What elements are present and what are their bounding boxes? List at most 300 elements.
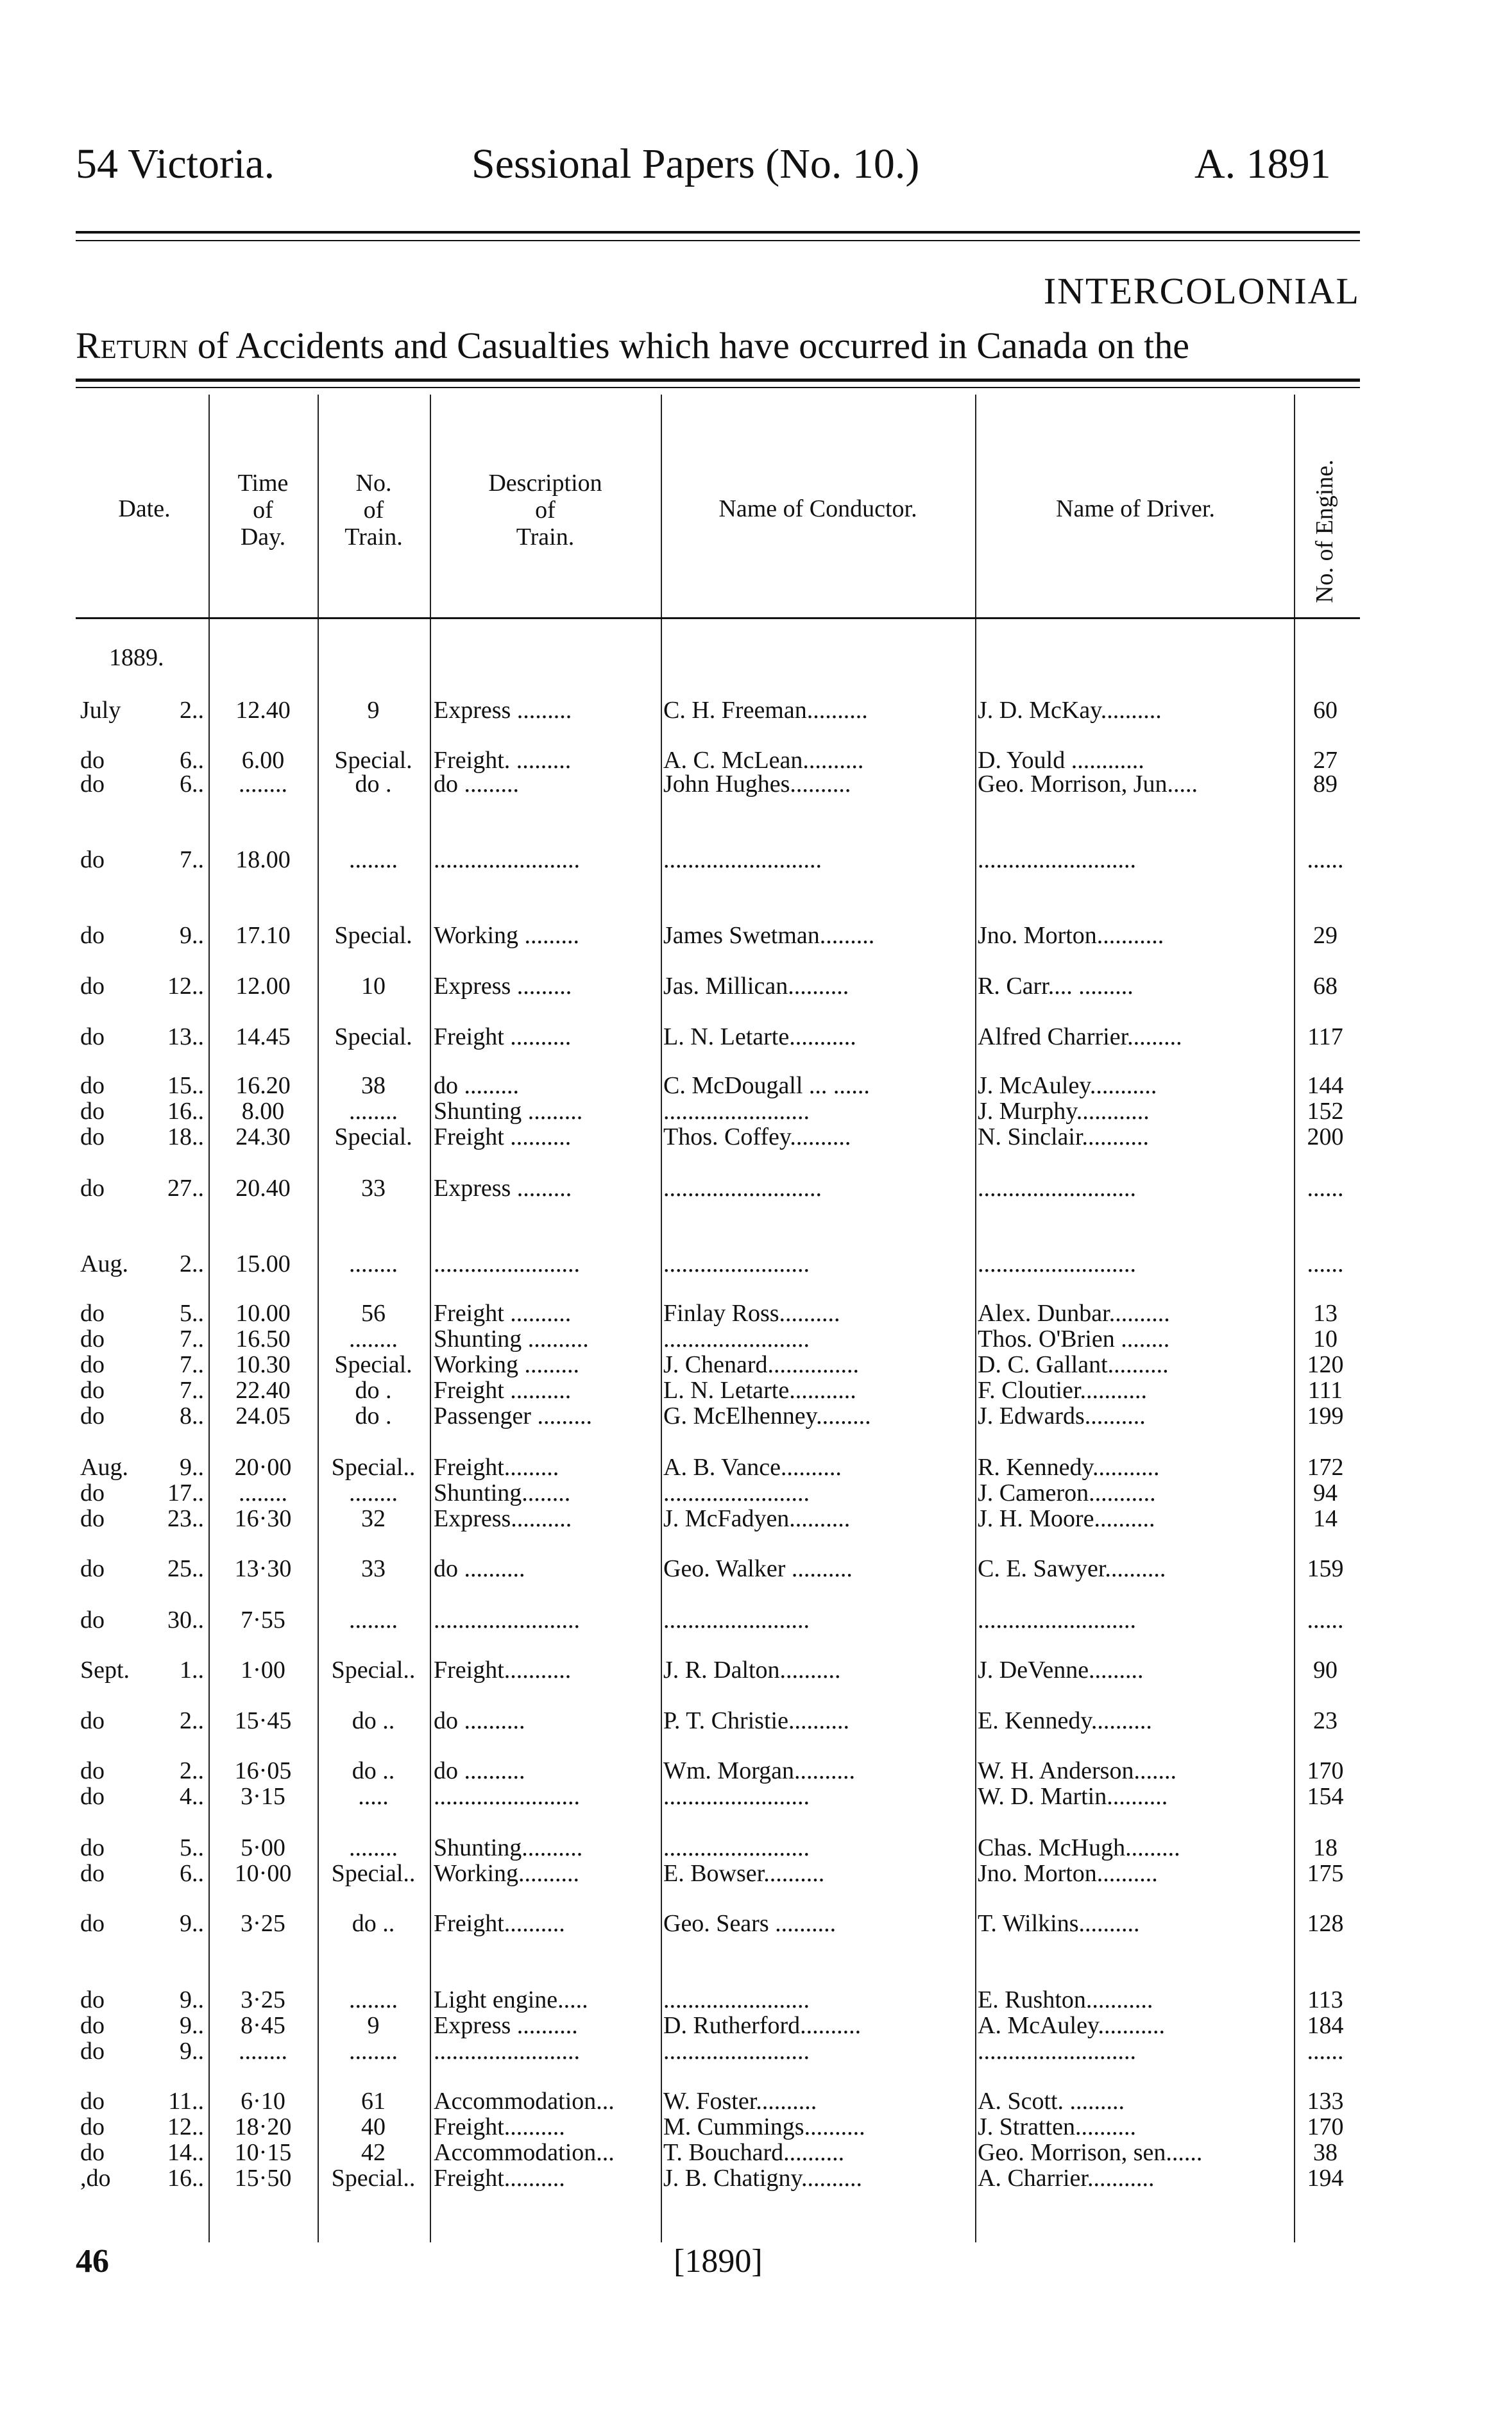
cell-conductor: ........................ <box>663 2038 810 2065</box>
cell-day: 7.. <box>180 1377 204 1404</box>
cell-driver: D. C. Gallant.......... <box>978 1351 1169 1378</box>
cell-train-no: Special. <box>334 1123 412 1150</box>
year-label: 1889. <box>109 644 164 671</box>
cell-month: do <box>80 1607 105 1633</box>
cell-description: Freight........... <box>434 1657 572 1684</box>
cell-driver: D. Yould ............ <box>978 747 1144 774</box>
cell-time: 3·25 <box>241 1986 285 2013</box>
cell-time: 16.50 <box>235 1326 291 1352</box>
cell-day: 6.. <box>180 1860 204 1887</box>
cell-time: 13·30 <box>234 1555 292 1582</box>
footer-center: [1890] <box>674 2243 763 2280</box>
cell-train-no: Special. <box>334 922 412 949</box>
cell-driver: Geo. Morrison, Jun..... <box>978 771 1198 798</box>
cell-month: do <box>80 2088 105 2115</box>
cell-engine: 154 <box>1307 1783 1344 1810</box>
cell-description: Working ......... <box>434 1351 580 1378</box>
cell-time: 20·00 <box>234 1454 292 1481</box>
cell-month: do <box>80 1098 105 1125</box>
cell-description: Express.......... <box>434 1505 572 1532</box>
cell-month: do <box>80 2113 105 2140</box>
cell-engine: 89 <box>1313 771 1338 798</box>
cell-description: Freight .......... <box>434 1377 572 1404</box>
cell-conductor: W. Foster.......... <box>663 2088 817 2115</box>
cell-driver: Chas. McHugh......... <box>978 1834 1180 1861</box>
cell-description: Freight .......... <box>434 1023 572 1050</box>
cell-train-no: do . <box>355 1377 392 1404</box>
cell-driver: .......................... <box>978 1607 1136 1633</box>
cell-time: 15.00 <box>235 1250 291 1277</box>
cell-description: ........................ <box>434 1783 580 1810</box>
cell-conductor: Geo. Walker .......... <box>663 1555 853 1582</box>
cell-month: do <box>80 2139 105 2166</box>
cell-train-no: ........ <box>349 1250 398 1277</box>
cell-driver: Geo. Morrison, sen...... <box>978 2139 1203 2166</box>
cell-description: do ......... <box>434 1072 519 1099</box>
cell-train-no: Special.. <box>331 1454 416 1481</box>
cell-month: do <box>80 1986 105 2013</box>
cell-train-no: ........ <box>349 1834 398 1861</box>
header-center: Sessional Papers (No. 10.) <box>471 141 920 187</box>
cell-engine: 152 <box>1307 1098 1344 1125</box>
cell-train-no: do .. <box>352 1757 395 1784</box>
cell-conductor: ........................ <box>663 1986 810 2013</box>
header-double-rule-bottom <box>76 240 1360 241</box>
cell-conductor: ........................ <box>663 1250 810 1277</box>
cell-train-no: ........ <box>349 1098 398 1125</box>
column-header-driver: Name of Driver. <box>1056 495 1215 522</box>
cell-time: 10·00 <box>234 1860 292 1887</box>
cell-day: 11.. <box>168 2088 204 2115</box>
cell-month: do <box>80 2038 105 2065</box>
return-title <box>76 324 1189 367</box>
cell-conductor: E. Bowser.......... <box>663 1860 825 1887</box>
cell-train-no: Special.. <box>331 1860 416 1887</box>
cell-engine: 170 <box>1307 1757 1344 1784</box>
cell-month: July <box>80 697 121 724</box>
cell-train-no: do .. <box>352 1910 395 1937</box>
return-title-first-word: Return <box>76 325 189 366</box>
cell-engine: 194 <box>1307 2165 1344 2192</box>
cell-conductor: ........................ <box>663 1326 810 1352</box>
cell-month: do <box>80 1910 105 1937</box>
cell-day: 6.. <box>180 771 204 798</box>
cell-month: do <box>80 922 105 949</box>
cell-conductor: J. Chenard............... <box>663 1351 860 1378</box>
column-header-engine: No. of Engine. <box>1311 459 1338 603</box>
cell-train-no: 32 <box>361 1505 386 1532</box>
cell-description: Express ......... <box>434 973 572 1000</box>
cell-month: do <box>80 1505 105 1532</box>
cell-day: 9.. <box>180 1454 204 1481</box>
cell-month: do <box>80 973 105 1000</box>
cell-engine: 120 <box>1307 1351 1344 1378</box>
cell-train-no: 33 <box>361 1555 386 1582</box>
cell-description: Passenger ......... <box>434 1403 592 1429</box>
cell-driver: J. Edwards.......... <box>978 1403 1146 1429</box>
cell-month: do <box>80 1351 105 1378</box>
cell-description: Freight.......... <box>434 2113 565 2140</box>
cell-driver: Alex. Dunbar.......... <box>978 1300 1170 1327</box>
railway-name: INTERCOLONIAL <box>1043 270 1360 312</box>
cell-train-no: 9 <box>367 697 380 724</box>
cell-engine: 23 <box>1313 1707 1338 1734</box>
cell-month: do <box>80 1834 105 1861</box>
cell-day: 4.. <box>180 1783 204 1810</box>
cell-conductor: Wm. Morgan.......... <box>663 1757 856 1784</box>
cell-driver: C. E. Sawyer.......... <box>978 1555 1166 1582</box>
cell-train-no: 9 <box>367 2012 380 2039</box>
cell-conductor: M. Cummings.......... <box>663 2113 865 2140</box>
cell-time: 12.00 <box>235 973 291 1000</box>
cell-description: Light engine..... <box>434 1986 588 2013</box>
cell-train-no: 33 <box>361 1175 386 1202</box>
cell-time: 10.00 <box>235 1300 291 1327</box>
cell-day: 23.. <box>167 1505 204 1532</box>
cell-month: ,do <box>80 2165 111 2192</box>
column-header-train-line: No. <box>355 470 392 497</box>
cell-engine: ...... <box>1307 846 1344 873</box>
cell-description: Express .......... <box>434 2012 578 2039</box>
cell-day: 17.. <box>167 1480 204 1506</box>
cell-time: 15·50 <box>234 2165 292 2192</box>
cell-driver: J. McAuley........... <box>978 1072 1157 1099</box>
cell-train-no: Special. <box>334 1023 412 1050</box>
cell-description: Working ......... <box>434 922 580 949</box>
cell-time: 8.00 <box>241 1098 285 1125</box>
cell-day: 15.. <box>167 1072 204 1099</box>
column-header-train-line: Train. <box>344 524 403 550</box>
cell-train-no: 56 <box>361 1300 386 1327</box>
cell-driver: E. Rushton........... <box>978 1986 1153 2013</box>
cell-engine: 117 <box>1307 1023 1343 1050</box>
cell-time: 15·45 <box>234 1707 292 1734</box>
cell-engine: 13 <box>1313 1300 1338 1327</box>
cell-engine: 18 <box>1313 1834 1338 1861</box>
cell-train-no: Special. <box>334 747 412 774</box>
cell-month: do <box>80 846 105 873</box>
cell-driver: J. H. Moore.......... <box>978 1505 1155 1532</box>
cell-description: Express ......... <box>434 1175 572 1202</box>
cell-description: do .......... <box>434 1555 525 1582</box>
cell-conductor: D. Rutherford.......... <box>663 2012 862 2039</box>
cell-engine: 29 <box>1313 922 1338 949</box>
cell-train-no: ........ <box>349 1480 398 1506</box>
cell-month: do <box>80 2012 105 2039</box>
cell-driver: W. H. Anderson....... <box>978 1757 1176 1784</box>
column-header-train-line: of <box>363 497 384 524</box>
cell-description: Freight.......... <box>434 2165 565 2192</box>
cell-train-no: Special.. <box>331 1657 416 1684</box>
cell-month: do <box>80 1023 105 1050</box>
cell-day: 16.. <box>167 1098 204 1125</box>
column-header-time-line: of <box>253 497 273 524</box>
cell-train-no: do . <box>355 771 392 798</box>
cell-engine: 175 <box>1307 1860 1344 1887</box>
cell-day: 14.. <box>167 2139 204 2166</box>
cell-time: 16.20 <box>235 1072 291 1099</box>
cell-engine: 144 <box>1307 1072 1344 1099</box>
cell-time: 20.40 <box>235 1175 291 1202</box>
cell-conductor: ........................ <box>663 1834 810 1861</box>
cell-day: 9.. <box>180 1910 204 1937</box>
cell-description: Express ......... <box>434 697 572 724</box>
cell-time: 14.45 <box>235 1023 291 1050</box>
column-rule <box>430 395 431 2242</box>
cell-driver: Alfred Charrier......... <box>978 1023 1182 1050</box>
column-rule <box>661 395 662 2242</box>
column-header-time-line: Day. <box>240 524 286 550</box>
cell-description: Accommodation... <box>434 2139 615 2166</box>
cell-time: 16·05 <box>234 1757 292 1784</box>
cell-description: ........................ <box>434 1250 580 1277</box>
cell-day: 1.. <box>180 1657 204 1684</box>
cell-month: do <box>80 771 105 798</box>
cell-day: 9.. <box>180 2012 204 2039</box>
table-top-rule-thick <box>76 379 1360 382</box>
cell-description: Accommodation... <box>434 2088 615 2115</box>
cell-engine: 27 <box>1313 747 1338 774</box>
cell-conductor: G. McElhenney......... <box>663 1403 871 1429</box>
cell-train-no: 38 <box>361 1072 386 1099</box>
cell-conductor: ........................ <box>663 1480 810 1506</box>
cell-driver: T. Wilkins.......... <box>978 1910 1140 1937</box>
cell-day: 13.. <box>167 1023 204 1050</box>
cell-driver: F. Cloutier........... <box>978 1377 1148 1404</box>
cell-conductor: A. C. McLean.......... <box>663 747 864 774</box>
cell-time: 3·15 <box>241 1783 285 1810</box>
cell-engine: 159 <box>1307 1555 1344 1582</box>
cell-time: 7·55 <box>241 1607 285 1633</box>
cell-time: 6.00 <box>241 747 285 774</box>
column-header-description <box>433 470 658 550</box>
cell-time: 22.40 <box>235 1377 291 1404</box>
cell-train-no: 61 <box>361 2088 386 2115</box>
column-header-conductor: Name of Conductor. <box>718 495 917 522</box>
cell-description: Shunting ......... <box>434 1098 583 1125</box>
cell-engine: 10 <box>1313 1326 1338 1352</box>
cell-month: do <box>80 1403 105 1429</box>
cell-day: 6.. <box>180 747 204 774</box>
cell-engine: 94 <box>1313 1480 1338 1506</box>
cell-day: 2.. <box>180 697 204 724</box>
cell-month: do <box>80 1757 105 1784</box>
cell-engine: ...... <box>1307 1175 1344 1202</box>
cell-month: do <box>80 1783 105 1810</box>
cell-time: 24.30 <box>235 1123 291 1150</box>
cell-description: ........................ <box>434 1607 580 1633</box>
cell-day: 2.. <box>180 1757 204 1784</box>
cell-day: 7.. <box>180 1326 204 1352</box>
cell-time: 24.05 <box>235 1403 291 1429</box>
cell-engine: 200 <box>1307 1123 1344 1150</box>
cell-engine: 128 <box>1307 1910 1344 1937</box>
header-right: A. 1891 <box>1194 141 1331 187</box>
cell-conductor: P. T. Christie.......... <box>663 1707 849 1734</box>
cell-conductor: Thos. Coffey.......... <box>663 1123 851 1150</box>
cell-driver: A. Charrier........... <box>978 2165 1155 2192</box>
column-header-time-line: Time <box>237 470 289 497</box>
cell-description: Freight.......... <box>434 1910 565 1937</box>
column-rule <box>318 395 319 2242</box>
cell-driver: Jno. Morton.......... <box>978 1860 1158 1887</box>
cell-description: Shunting .......... <box>434 1326 589 1352</box>
cell-time: ........ <box>239 771 287 798</box>
cell-engine: ...... <box>1307 1607 1344 1633</box>
cell-conductor: A. B. Vance.......... <box>663 1454 842 1481</box>
cell-conductor: J. McFadyen.......... <box>663 1505 851 1532</box>
cell-description: Freight .......... <box>434 1300 572 1327</box>
cell-conductor: Geo. Sears .......... <box>663 1910 837 1937</box>
cell-driver: R. Carr.... ......... <box>978 973 1134 1000</box>
cell-time: 10.30 <box>235 1351 291 1378</box>
cell-train-no: ........ <box>349 1986 398 2013</box>
cell-day: 8.. <box>180 1403 204 1429</box>
cell-time: 18·20 <box>234 2113 292 2140</box>
cell-engine: 68 <box>1313 973 1338 1000</box>
cell-description: Freight .......... <box>434 1123 572 1150</box>
cell-engine: 14 <box>1313 1505 1338 1532</box>
cell-time: 8·45 <box>241 2012 285 2039</box>
header-double-rule-top <box>76 231 1360 234</box>
column-header-description-line: Description <box>488 470 602 497</box>
cell-driver: Jno. Morton........... <box>978 922 1164 949</box>
cell-conductor: Jas. Millican.......... <box>663 973 849 1000</box>
cell-engine: 90 <box>1313 1657 1338 1684</box>
cell-day: 18.. <box>167 1123 204 1150</box>
column-header-description-line: Train. <box>516 524 575 550</box>
cell-description: Shunting........ <box>434 1480 571 1506</box>
cell-train-no: Special. <box>334 1351 412 1378</box>
cell-engine: 133 <box>1307 2088 1344 2115</box>
cell-driver: .......................... <box>978 2038 1136 2065</box>
cell-train-no: ........ <box>349 846 398 873</box>
cell-train-no: Special.. <box>331 2165 416 2192</box>
cell-description: Freight. ......... <box>434 747 572 774</box>
cell-driver: R. Kennedy........... <box>978 1454 1160 1481</box>
cell-driver: .......................... <box>978 1250 1136 1277</box>
header-left: 54 Victoria. <box>76 141 275 187</box>
cell-description: do .......... <box>434 1707 525 1734</box>
return-title-rest: of Accidents and Casualties which have occurred in Canada on the <box>188 325 1189 366</box>
cell-engine: 170 <box>1307 2113 1344 2140</box>
cell-month: do <box>80 1377 105 1404</box>
cell-conductor: John Hughes.......... <box>663 771 851 798</box>
cell-engine: ...... <box>1307 2038 1344 2065</box>
cell-description: Working.......... <box>434 1860 580 1887</box>
cell-day: 2.. <box>180 1707 204 1734</box>
cell-day: 7.. <box>180 1351 204 1378</box>
cell-conductor: T. Bouchard.......... <box>663 2139 845 2166</box>
cell-time: 17.10 <box>235 922 291 949</box>
column-header-train-no <box>321 470 427 550</box>
header-bottom-rule <box>76 617 1360 619</box>
cell-day: 12.. <box>167 973 204 1000</box>
cell-conductor: Finlay Ross.......... <box>663 1300 840 1327</box>
cell-day: 9.. <box>180 1986 204 2013</box>
cell-train-no: do .. <box>352 1707 395 1734</box>
cell-engine: 38 <box>1313 2139 1338 2166</box>
cell-driver: .......................... <box>978 846 1136 873</box>
cell-month: Sept. <box>80 1657 130 1684</box>
page-number: 46 <box>76 2243 109 2280</box>
cell-month: do <box>80 1326 105 1352</box>
column-rule <box>975 395 976 2242</box>
cell-day: 5.. <box>180 1300 204 1327</box>
cell-description: do ......... <box>434 771 519 798</box>
cell-conductor: .......................... <box>663 1175 822 1202</box>
cell-train-no: ........ <box>349 1326 398 1352</box>
cell-month: do <box>80 1072 105 1099</box>
cell-conductor: .......................... <box>663 846 822 873</box>
cell-driver: E. Kennedy.......... <box>978 1707 1152 1734</box>
cell-engine: 60 <box>1313 697 1338 724</box>
cell-engine: 113 <box>1307 1986 1343 2013</box>
cell-driver: W. D. Martin.......... <box>978 1783 1168 1810</box>
cell-driver: .......................... <box>978 1175 1136 1202</box>
cell-description: ........................ <box>434 2038 580 2065</box>
cell-driver: A. McAuley........... <box>978 2012 1165 2039</box>
cell-driver: J. Murphy............ <box>978 1098 1150 1125</box>
cell-conductor: ........................ <box>663 1098 810 1125</box>
cell-day: 25.. <box>167 1555 204 1582</box>
cell-conductor: C. H. Freeman.......... <box>663 697 868 724</box>
cell-driver: Thos. O'Brien ........ <box>978 1326 1170 1352</box>
cell-conductor: C. McDougall ... ...... <box>663 1072 870 1099</box>
cell-day: 16.. <box>167 2165 204 2192</box>
column-header-description-line: of <box>535 497 556 524</box>
cell-month: do <box>80 747 105 774</box>
cell-driver: J. D. McKay.......... <box>978 697 1162 724</box>
cell-train-no: ..... <box>358 1783 389 1810</box>
cell-time: 12.40 <box>235 697 291 724</box>
cell-conductor: James Swetman......... <box>663 922 875 949</box>
cell-train-no: ........ <box>349 2038 398 2065</box>
cell-train-no: 10 <box>361 973 386 1000</box>
cell-engine: 172 <box>1307 1454 1344 1481</box>
cell-conductor: L. N. Letarte........... <box>663 1023 856 1050</box>
cell-time: ........ <box>239 2038 287 2065</box>
cell-time: 1·00 <box>241 1657 285 1684</box>
cell-month: do <box>80 1480 105 1506</box>
cell-description: do .......... <box>434 1757 525 1784</box>
column-rule <box>208 395 210 2242</box>
cell-description: ........................ <box>434 846 580 873</box>
cell-train-no: 42 <box>361 2139 386 2166</box>
table-top-rule-thin <box>76 387 1360 388</box>
cell-engine: ...... <box>1307 1250 1344 1277</box>
cell-month: Aug. <box>80 1250 128 1277</box>
cell-train-no: ........ <box>349 1607 398 1633</box>
cell-driver: N. Sinclair........... <box>978 1123 1150 1150</box>
cell-conductor: ........................ <box>663 1607 810 1633</box>
cell-day: 9.. <box>180 922 204 949</box>
cell-time: 10·15 <box>234 2139 292 2166</box>
cell-driver: J. DeVenne......... <box>978 1657 1144 1684</box>
column-header-time <box>212 470 314 550</box>
cell-train-no: do . <box>355 1403 392 1429</box>
cell-month: do <box>80 1860 105 1887</box>
cell-engine: 111 <box>1307 1377 1343 1404</box>
cell-conductor: ........................ <box>663 1783 810 1810</box>
cell-month: do <box>80 1555 105 1582</box>
cell-day: 2.. <box>180 1250 204 1277</box>
cell-day: 5.. <box>180 1834 204 1861</box>
cell-driver: A. Scott. ......... <box>978 2088 1125 2115</box>
cell-month: Aug. <box>80 1454 128 1481</box>
cell-time: ........ <box>239 1480 287 1506</box>
cell-month: do <box>80 1300 105 1327</box>
